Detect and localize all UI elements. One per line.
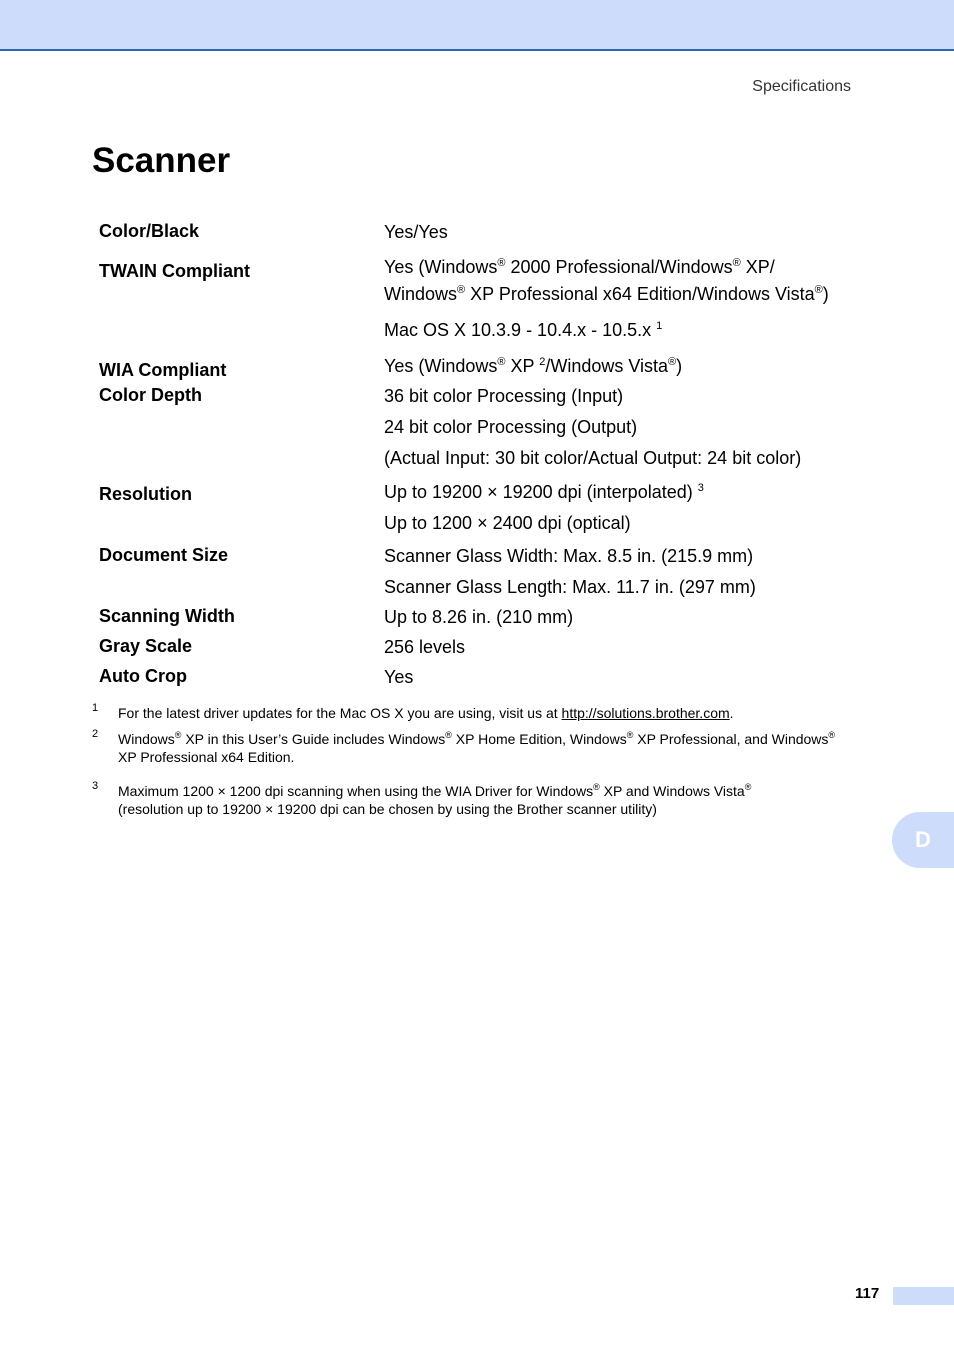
page-title: Scanner [92, 141, 231, 180]
page-number: 117 [855, 1285, 880, 1302]
spec-value: Yes/Yes [384, 222, 448, 242]
spec-row-color-depth [99, 384, 879, 476]
spec-value: 256 levels [384, 637, 466, 657]
spec-label: Scanning Width [99, 606, 235, 626]
spec-value: Up to 19200 × 19200 dpi (interpolated) $^3$ [384, 482, 704, 502]
spec-table [99, 220, 879, 695]
spec-value: Yes [384, 667, 414, 687]
footnote-ref: 3 [697, 482, 704, 494]
spec-row-auto-crop [99, 665, 879, 695]
spec-row-wia [99, 350, 879, 384]
spec-row-twain [99, 250, 879, 350]
spec-value: (Actual Input: 30 bit color/Actual Output: 24 bit color) [384, 448, 802, 468]
spec-label: TWAIN Compliant [99, 261, 250, 281]
spec-label: Document Size [99, 545, 229, 565]
spec-value: Up to 1200 × 2400 dpi (optical) [384, 513, 631, 533]
spec-value: Yes (Windows® 2000 Professional/Windows® XP/ Windows® XP Professional x64 Edition/Windows Vista®) [384, 257, 829, 304]
appendix-tab: D [892, 812, 954, 868]
footnote-number: 1 [92, 702, 99, 714]
spec-label: Resolution [99, 484, 192, 504]
spec-value: Scanner Glass Length: Max. 11.7 in. (297 mm) [384, 577, 756, 597]
spec-label: WIA Compliant [99, 360, 227, 380]
footnote-ref: 2 [539, 356, 546, 368]
spec-value: Scanner Glass Width: Max. 8.5 in. (215.9 mm) [384, 546, 754, 566]
spec-label: Color/Black [99, 221, 200, 241]
spec-row-gray-scale [99, 635, 879, 665]
footnote-number: 2 [92, 728, 99, 740]
footnote-2: 2 Windows® XP in this User’s Guide includes Windows® XP Home Edition, Windows® XP Professional, and Windows® XP Professional x64 Edition. [92, 730, 892, 766]
section-header: Specifications [752, 78, 851, 95]
spec-row-document-size [99, 544, 879, 605]
header-band [0, 0, 954, 51]
spec-value: Yes (Windows® XP $^2$/Windows Vista®) [384, 356, 683, 376]
spec-value: Up to 8.26 in. (210 mm) [384, 607, 574, 627]
footnote-3: 3 Maximum 1200 × 1200 dpi scanning when using the WIA Driver for Windows® XP and Windows Vista® (resolution up to 19200 × 19200 dpi can be chosen by using the Brother scanner utility) [92, 782, 892, 818]
spec-label: Gray Scale [99, 636, 193, 656]
spec-label: Color Depth [99, 385, 202, 405]
solutions-link[interactable]: http://solutions.brother.com [561, 705, 730, 721]
spec-label: Auto Crop [99, 666, 187, 686]
footer-bar [893, 1287, 954, 1305]
spec-row-color-black [99, 220, 879, 250]
spec-value: 36 bit color Processing (Input) [384, 386, 624, 406]
footnote-1: 1 For the latest driver updates for the Mac OS X you are using, visit us at http://solutions.brother.com. [92, 704, 892, 722]
spec-value: 24 bit color Processing (Output) [384, 417, 638, 437]
spec-row-resolution [99, 476, 879, 544]
footnote-number: 3 [92, 780, 99, 792]
spec-value: Mac OS X 10.3.9 - 10.4.x - 10.5.x $^1$ [384, 320, 663, 340]
footnote-ref: 1 [656, 320, 663, 332]
spec-row-scanning-width [99, 605, 879, 635]
footnotes [92, 704, 892, 826]
